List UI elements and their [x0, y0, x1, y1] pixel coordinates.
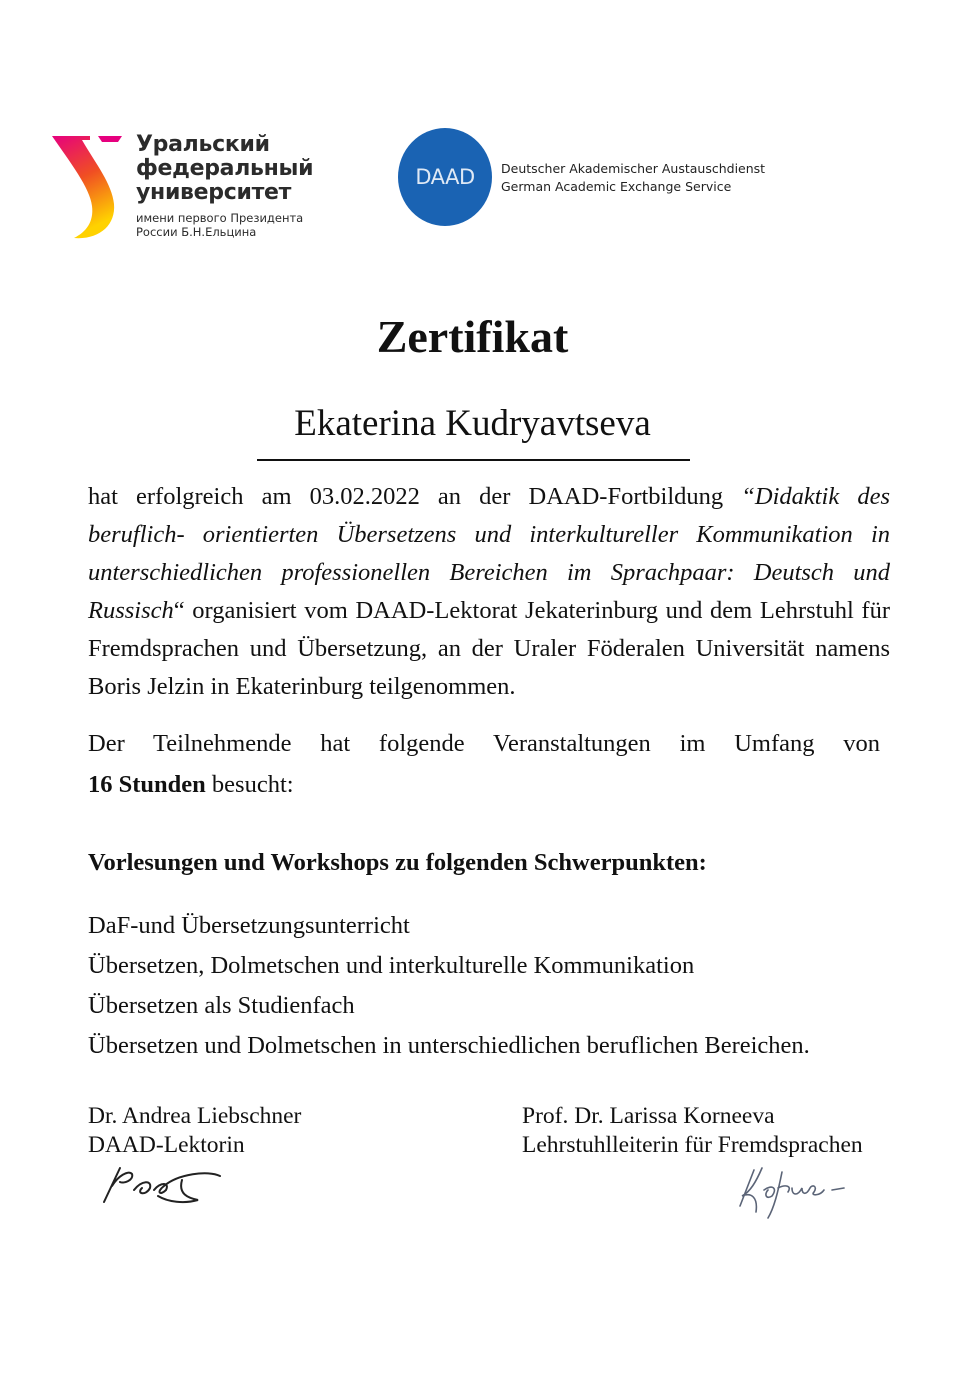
signatory-right [522, 1102, 863, 1160]
recipient-name: Ekaterina Kudryavtseva [294, 403, 651, 444]
participation-intro: hat erfolgreich am 03.02.2022 an der DAAD-Fortbildung [88, 483, 742, 510]
urfu-name-line: университет [136, 180, 292, 205]
hours-value: 16 Stunden [88, 771, 206, 798]
hours-line [88, 771, 294, 799]
urfu-logo-mark-icon [52, 134, 124, 242]
topics-list [88, 906, 810, 1066]
signature-left-icon [98, 1160, 228, 1210]
recipient-underline [257, 459, 690, 461]
signatory-left [88, 1102, 301, 1160]
daad-name-english: German Academic Exchange Service [501, 179, 732, 194]
hours-suffix: besucht: [205, 771, 294, 798]
topic-item: Übersetzen, Dolmetschen und interkulturelle Kommunikation [88, 952, 695, 979]
topic-item: Übersetzen und Dolmetschen in unterschiedlichen beruflichen Bereichen. [88, 1032, 810, 1059]
signature-right-icon [728, 1162, 853, 1220]
course-title: “Didaktik des beruflich- orientierten Übersetzens und interkultureller Kommunikation in unterschiedlichen professionellen Bereichen im Sprachpaar: Deutsch und Russisch [88, 483, 890, 624]
signatory-role: DAAD-Lektorin [88, 1132, 245, 1158]
certificate-title: Zertifikat [376, 311, 569, 362]
urfu-name-line: федеральный [136, 156, 314, 181]
closing-quote: “ [173, 597, 185, 624]
urfu-name-line: Уральский [136, 132, 270, 157]
urfu-subtitle [136, 211, 303, 239]
urfu-subtitle-line: России Б.Н.Ельцина [136, 225, 257, 239]
topic-item: DaF-und Übersetzungsunterricht [88, 912, 410, 939]
daad-logo-icon [398, 128, 492, 226]
daad-name-german: Deutscher Akademischer Austauschdienst [501, 161, 766, 176]
participation-paragraph [88, 478, 890, 706]
urfu-name [136, 133, 313, 205]
urfu-subtitle-line: имени первого Президента [136, 211, 304, 225]
signatory-name: Prof. Dr. Larissa Korneeva [522, 1103, 775, 1129]
signatory-role: Lehrstuhlleiterin für Fremdsprachen [522, 1132, 863, 1158]
daad-name [501, 160, 765, 196]
hours-intro: Der Teilnehmende hat folgende Veranstaltungen im Umfang von [88, 730, 880, 757]
hours-paragraph [88, 725, 890, 763]
topic-item: Übersetzen als Studienfach [88, 992, 355, 1019]
daad-logo-text: DAAD [415, 165, 475, 189]
topics-heading: Vorlesungen und Workshops zu folgenden Schwerpunkten: [88, 849, 707, 876]
organizer-text: organisiert vom DAAD-Lektorat Jekaterinburg und dem Lehrstuhl für Fremdsprachen und Übersetzung, an der Uraler Föderalen Universität namens Boris Jelzin in Ekaterinburg teilgenommen. [88, 597, 890, 700]
signatory-name: Dr. Andrea Liebschner [88, 1103, 302, 1129]
